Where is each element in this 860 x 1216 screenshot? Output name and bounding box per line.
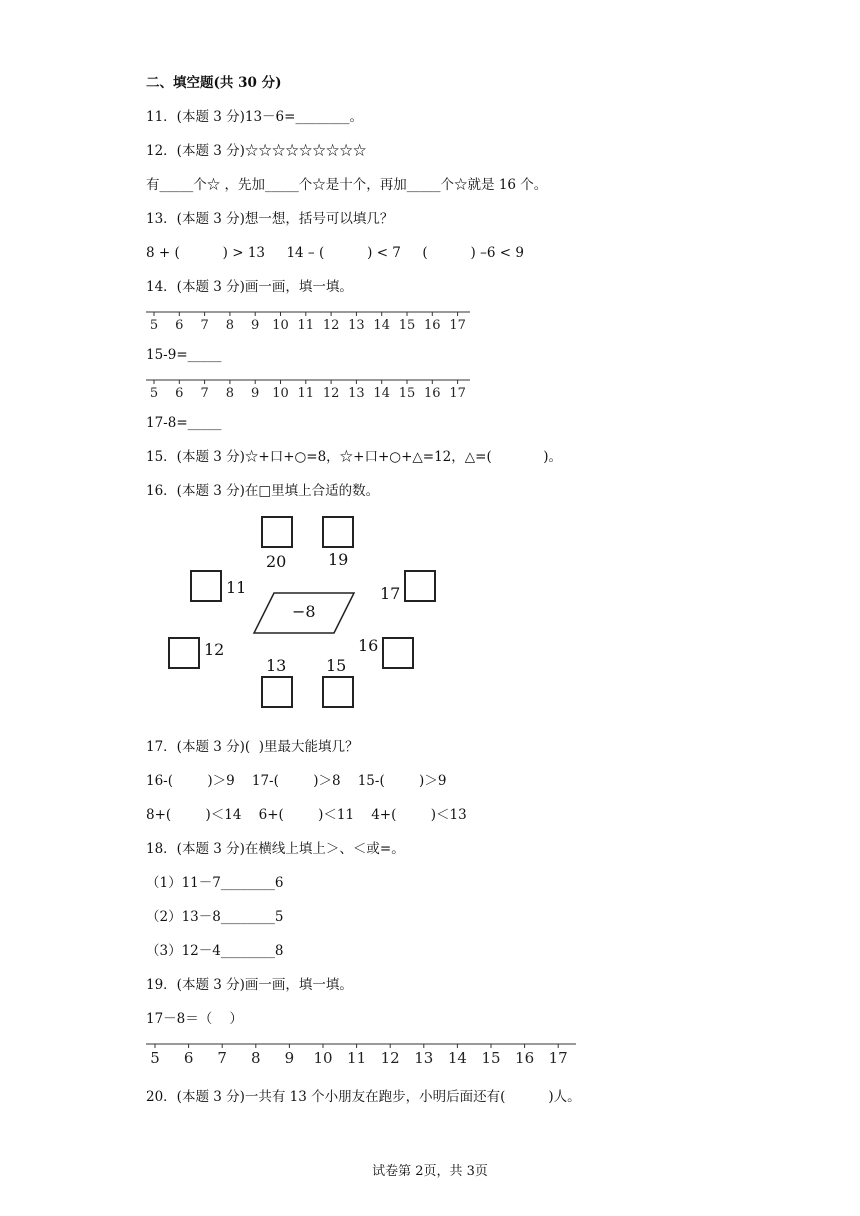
question-12-title: 12．(本题 3 分)☆☆☆☆☆☆☆☆☆ <box>146 143 367 159</box>
answer-box[interactable] <box>382 637 414 669</box>
tick-label: 16 <box>515 1049 535 1067</box>
question-11: 11．(本题 3 分)13－6=________。 <box>146 109 363 125</box>
tick-label: 15 <box>398 318 416 333</box>
tick-label: 16 <box>424 386 441 401</box>
label-19: 19 <box>328 550 349 569</box>
answer-box[interactable] <box>261 516 293 548</box>
label-15: 15 <box>326 656 347 675</box>
label-20: 20 <box>266 552 287 571</box>
question-15: 15．(本题 3 分)☆+口+○=8，☆+口+○+△=12，△=( )。 <box>146 449 562 465</box>
tick-label: 6 <box>175 386 184 401</box>
question-13-title: 13．(本题 3 分)想一想，括号可以填几？ <box>146 211 394 227</box>
tick-label: 15 <box>398 386 416 401</box>
tick-label: 13 <box>348 318 365 333</box>
number-line-1 <box>146 308 470 334</box>
question-17-row-1: 16-( )＞9 17-( )＞8 15-( )＞9 <box>146 773 447 789</box>
answer-box[interactable] <box>261 676 293 708</box>
question-17-row-2: 8+( )＜14 6+( )＜11 4+( )＜13 <box>146 807 467 823</box>
tick-label: 8 <box>225 318 235 333</box>
tick-label: 10 <box>313 1049 333 1067</box>
question-20: 20．(本题 3 分)一共有 13 个小朋友在跑步，小明后面还有( )人。 <box>146 1089 581 1105</box>
tick-label: 8 <box>225 386 235 401</box>
question-17-title: 17．(本题 3 分)( )里最大能填几？ <box>146 739 359 755</box>
tick-label: 15 <box>481 1049 501 1067</box>
tick-label: 14 <box>447 1049 467 1067</box>
tick-label: 17 <box>449 318 466 333</box>
label-17: 17 <box>380 584 401 603</box>
question-18-c: （3）12－4________8 <box>146 943 284 959</box>
question-12-text: 有_____个☆ ，先加_____个☆是十个，再加_____个☆就是 16 个。 <box>146 177 548 193</box>
label-13: 13 <box>266 656 287 675</box>
section-title: 二、填空题(共 30 分) <box>146 75 282 91</box>
tick-label: 5 <box>149 318 159 333</box>
answer-box[interactable] <box>404 570 436 602</box>
question-14-equation-1: 15-9=_____ <box>146 347 222 363</box>
tick-label: 7 <box>200 386 209 401</box>
tick-label: 6 <box>183 1049 194 1067</box>
tick-label: 17 <box>548 1049 568 1067</box>
question-18-title: 18．(本题 3 分)在横线上填上＞、＜或=。 <box>146 841 405 857</box>
tick-label: 9 <box>284 1049 295 1067</box>
question-13-text: 8 + ( ) > 13 14 – ( ) < 7 ( ) –6 < 9 <box>146 245 524 261</box>
tick-label: 12 <box>380 1049 400 1067</box>
tick-label: 9 <box>251 318 260 333</box>
number-line-2-svg <box>146 376 470 402</box>
center-operator: −8 <box>292 602 316 621</box>
question-18-a: （1）11－7________6 <box>146 875 284 891</box>
number-line-2 <box>146 376 470 402</box>
question-19-equation: 17－8＝（ ） <box>146 1011 243 1027</box>
number-line-3-svg <box>146 1040 576 1070</box>
tick-label: 7 <box>200 318 209 333</box>
answer-box[interactable] <box>168 637 200 669</box>
label-11: 11 <box>226 578 247 597</box>
question-16-figure <box>160 510 450 720</box>
tick-label: 11 <box>347 1049 367 1067</box>
tick-label: 12 <box>322 318 340 333</box>
tick-label: 8 <box>251 1049 261 1067</box>
tick-label: 9 <box>251 386 260 401</box>
question-19-title: 19．(本题 3 分)画一画，填一填。 <box>146 977 353 993</box>
tick-label: 5 <box>150 1049 160 1067</box>
tick-label: 6 <box>175 318 184 333</box>
tick-label: 10 <box>272 318 289 333</box>
label-12: 12 <box>204 640 225 659</box>
tick-label: 14 <box>373 386 390 401</box>
tick-label: 5 <box>149 386 159 401</box>
tick-label: 13 <box>348 386 365 401</box>
tick-label: 11 <box>297 318 315 333</box>
number-line-1-svg <box>146 308 470 334</box>
answer-box[interactable] <box>322 676 354 708</box>
question-16-title: 16．(本题 3 分)在□里填上合适的数。 <box>146 483 380 499</box>
question-18-b: （2）13－8________5 <box>146 909 284 925</box>
tick-label: 10 <box>272 386 289 401</box>
tick-label: 11 <box>297 386 315 401</box>
tick-label: 14 <box>373 318 390 333</box>
tick-label: 12 <box>322 386 340 401</box>
question-14-title: 14．(本题 3 分)画一画，填一填。 <box>146 279 353 295</box>
number-line-3 <box>146 1040 576 1070</box>
page-footer: 试卷第 2页，共 3页 <box>372 1164 488 1179</box>
answer-box[interactable] <box>190 570 222 602</box>
tick-label: 13 <box>414 1049 434 1067</box>
label-16: 16 <box>358 636 379 655</box>
tick-label: 17 <box>449 386 466 401</box>
question-14-equation-2: 17-8=_____ <box>146 415 222 431</box>
answer-box[interactable] <box>322 516 354 548</box>
tick-label: 16 <box>424 318 441 333</box>
tick-label: 7 <box>217 1049 227 1067</box>
